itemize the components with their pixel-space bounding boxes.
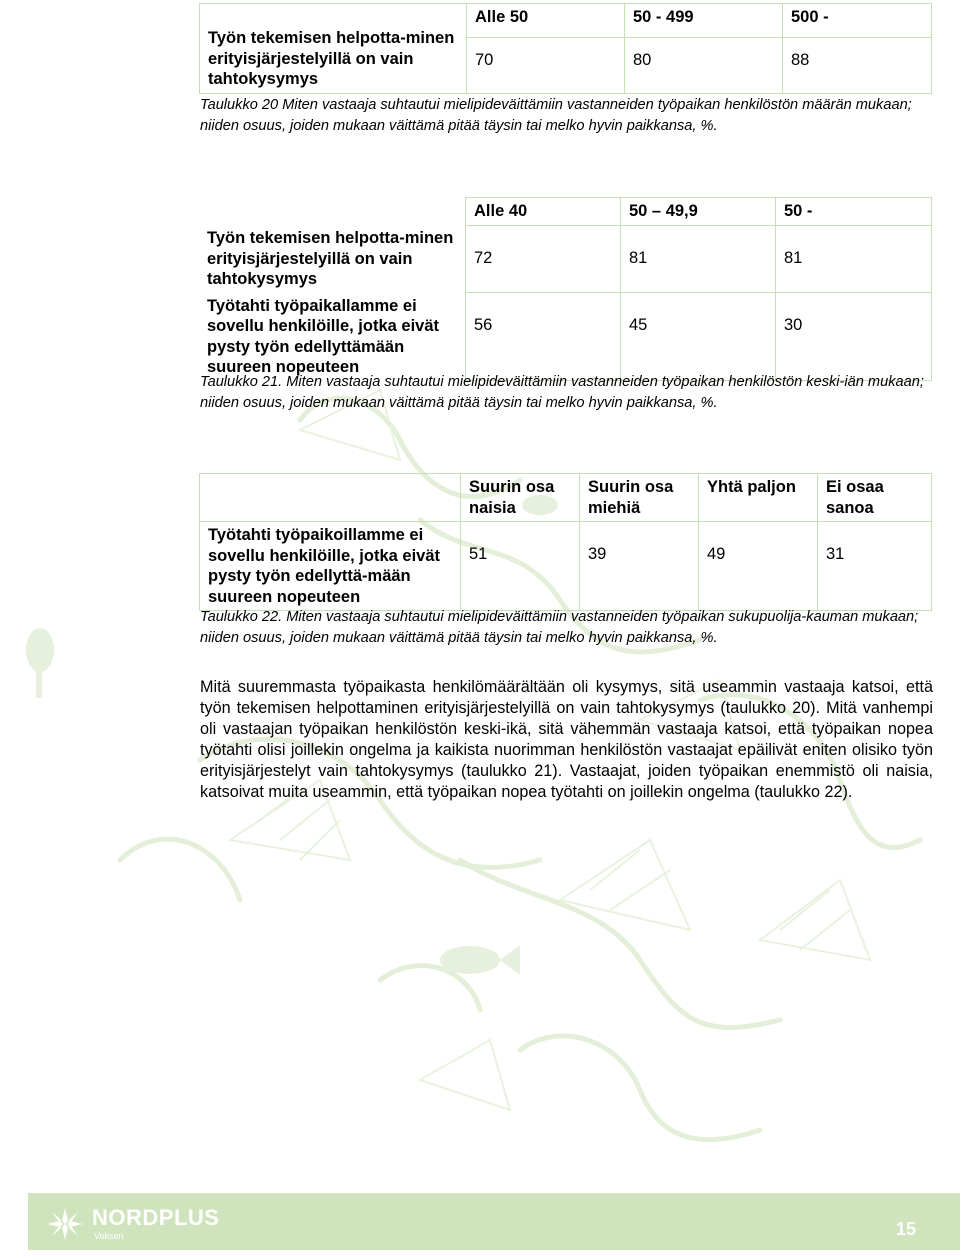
table-row <box>200 522 932 611</box>
footer-brand: NORDPLUS <box>92 1205 220 1230</box>
column-header: 50 - 499 <box>625 4 783 38</box>
table-row-label: Työtahti työpaikoillamme ei sovellu henkilöille, jotka eivät pysty työn edellyttä-mään suureen nopeuteen <box>200 522 461 611</box>
table-row <box>199 225 932 293</box>
page-footer <box>0 1193 960 1257</box>
table-cell: 31 <box>818 522 932 611</box>
nordplus-star-logo <box>44 1206 86 1242</box>
caption-table-22: Taulukko 22. Miten vastaaja suhtautui mielipideväittämiin vastanneiden työpaikan sukupuolija-kauman mukaan; niiden osuus, joiden mukaan väittämä pitää täysin tai melko hyvin paikkansa, %. <box>200 609 919 646</box>
column-header: Alle 40 <box>466 198 621 226</box>
table-corner-cell <box>200 474 461 522</box>
column-header: Suurin osa miehiä <box>580 474 699 522</box>
caption-table-20: Taulukko 20 Miten vastaaja suhtautui mielipideväittämiin vastanneiden työpaikan henkilöstön määrän mukaan; niiden osuus, joiden mukaan väittämä pitää täysin tai melko hyvin paikkansa, %. <box>200 97 912 134</box>
column-header: Yhtä paljon <box>699 474 818 522</box>
table-row <box>199 198 932 226</box>
table-cell: 39 <box>580 522 699 611</box>
table-row-label: Työn tekemisen helpotta-minen erityisjärjestelyillä on vain tahtokysymys <box>200 4 467 94</box>
body-paragraph: Mitä suuremmasta työpaikasta henkilömäärältään oli kysymys, sitä useammin vastaaja katsoi, että työn tekemisen helpottaminen erityisjärjestelyillä on vain tahtokysymys (taulukko 20). Mitä vanhempi oli vastaajan työpaikan henkilöstön keski-ikä, sitä vähemmän vastaaja katsoi, että työpaikan nopea työtahti olisi joillekin ongelma ja kaikista nuorimman henkilöstön vastaajat epäilivät eniten olisiko työn erityisjärjestelyt vain tahtokysymys (taulukko 21). Vastaajat, joiden työpaikan enemmistö oli naisia, katsoivat muita useammin, että työpaikan nopea työtahti on joillekin ongelma (taulukko 22). <box>200 678 933 801</box>
column-header: 50 - <box>776 198 932 226</box>
table-row <box>200 474 932 522</box>
column-header: 500 - <box>783 4 932 38</box>
page-number: 15 <box>896 1219 917 1239</box>
table-row <box>199 293 932 381</box>
table-cell: 49 <box>699 522 818 611</box>
table-cell: 81 <box>776 225 932 293</box>
table-cell: 51 <box>461 522 580 611</box>
table-cell: 56 <box>466 293 621 381</box>
table-22 <box>199 473 932 611</box>
table-cell: 80 <box>625 37 783 93</box>
table-cell: 72 <box>466 225 621 293</box>
table-corner-cell <box>199 198 466 226</box>
table-21 <box>199 197 932 381</box>
table-cell: 70 <box>467 37 625 93</box>
table-cell: 88 <box>783 37 932 93</box>
table-20 <box>199 3 932 94</box>
table-cell: 45 <box>621 293 776 381</box>
table-row <box>200 4 932 38</box>
column-header: 50 – 49,9 <box>621 198 776 226</box>
footer-brand-sub: Voksen <box>94 1231 124 1241</box>
table-row-label: Työtahti työpaikallamme ei sovellu henkilöille, jotka eivät pysty työn edellyttämään suureen nopeuteen <box>207 296 439 376</box>
table-row-label: Työn tekemisen helpotta-minen erityisjärjestelyillä on vain tahtokysymys <box>207 229 454 288</box>
caption-table-21: Taulukko 21. Miten vastaaja suhtautui mielipideväittämiin vastanneiden työpaikan henkilöstön keski-iän mukaan; niiden osuus, joiden mukaan väittämä pitää täysin tai melko hyvin paikkansa, %. <box>200 374 924 411</box>
column-header: Suurin osa naisia <box>461 474 580 522</box>
table-cell: 30 <box>776 293 932 381</box>
column-header: Ei osaa sanoa <box>818 474 932 522</box>
column-header: Alle 50 <box>467 4 625 38</box>
table-cell: 81 <box>621 225 776 293</box>
